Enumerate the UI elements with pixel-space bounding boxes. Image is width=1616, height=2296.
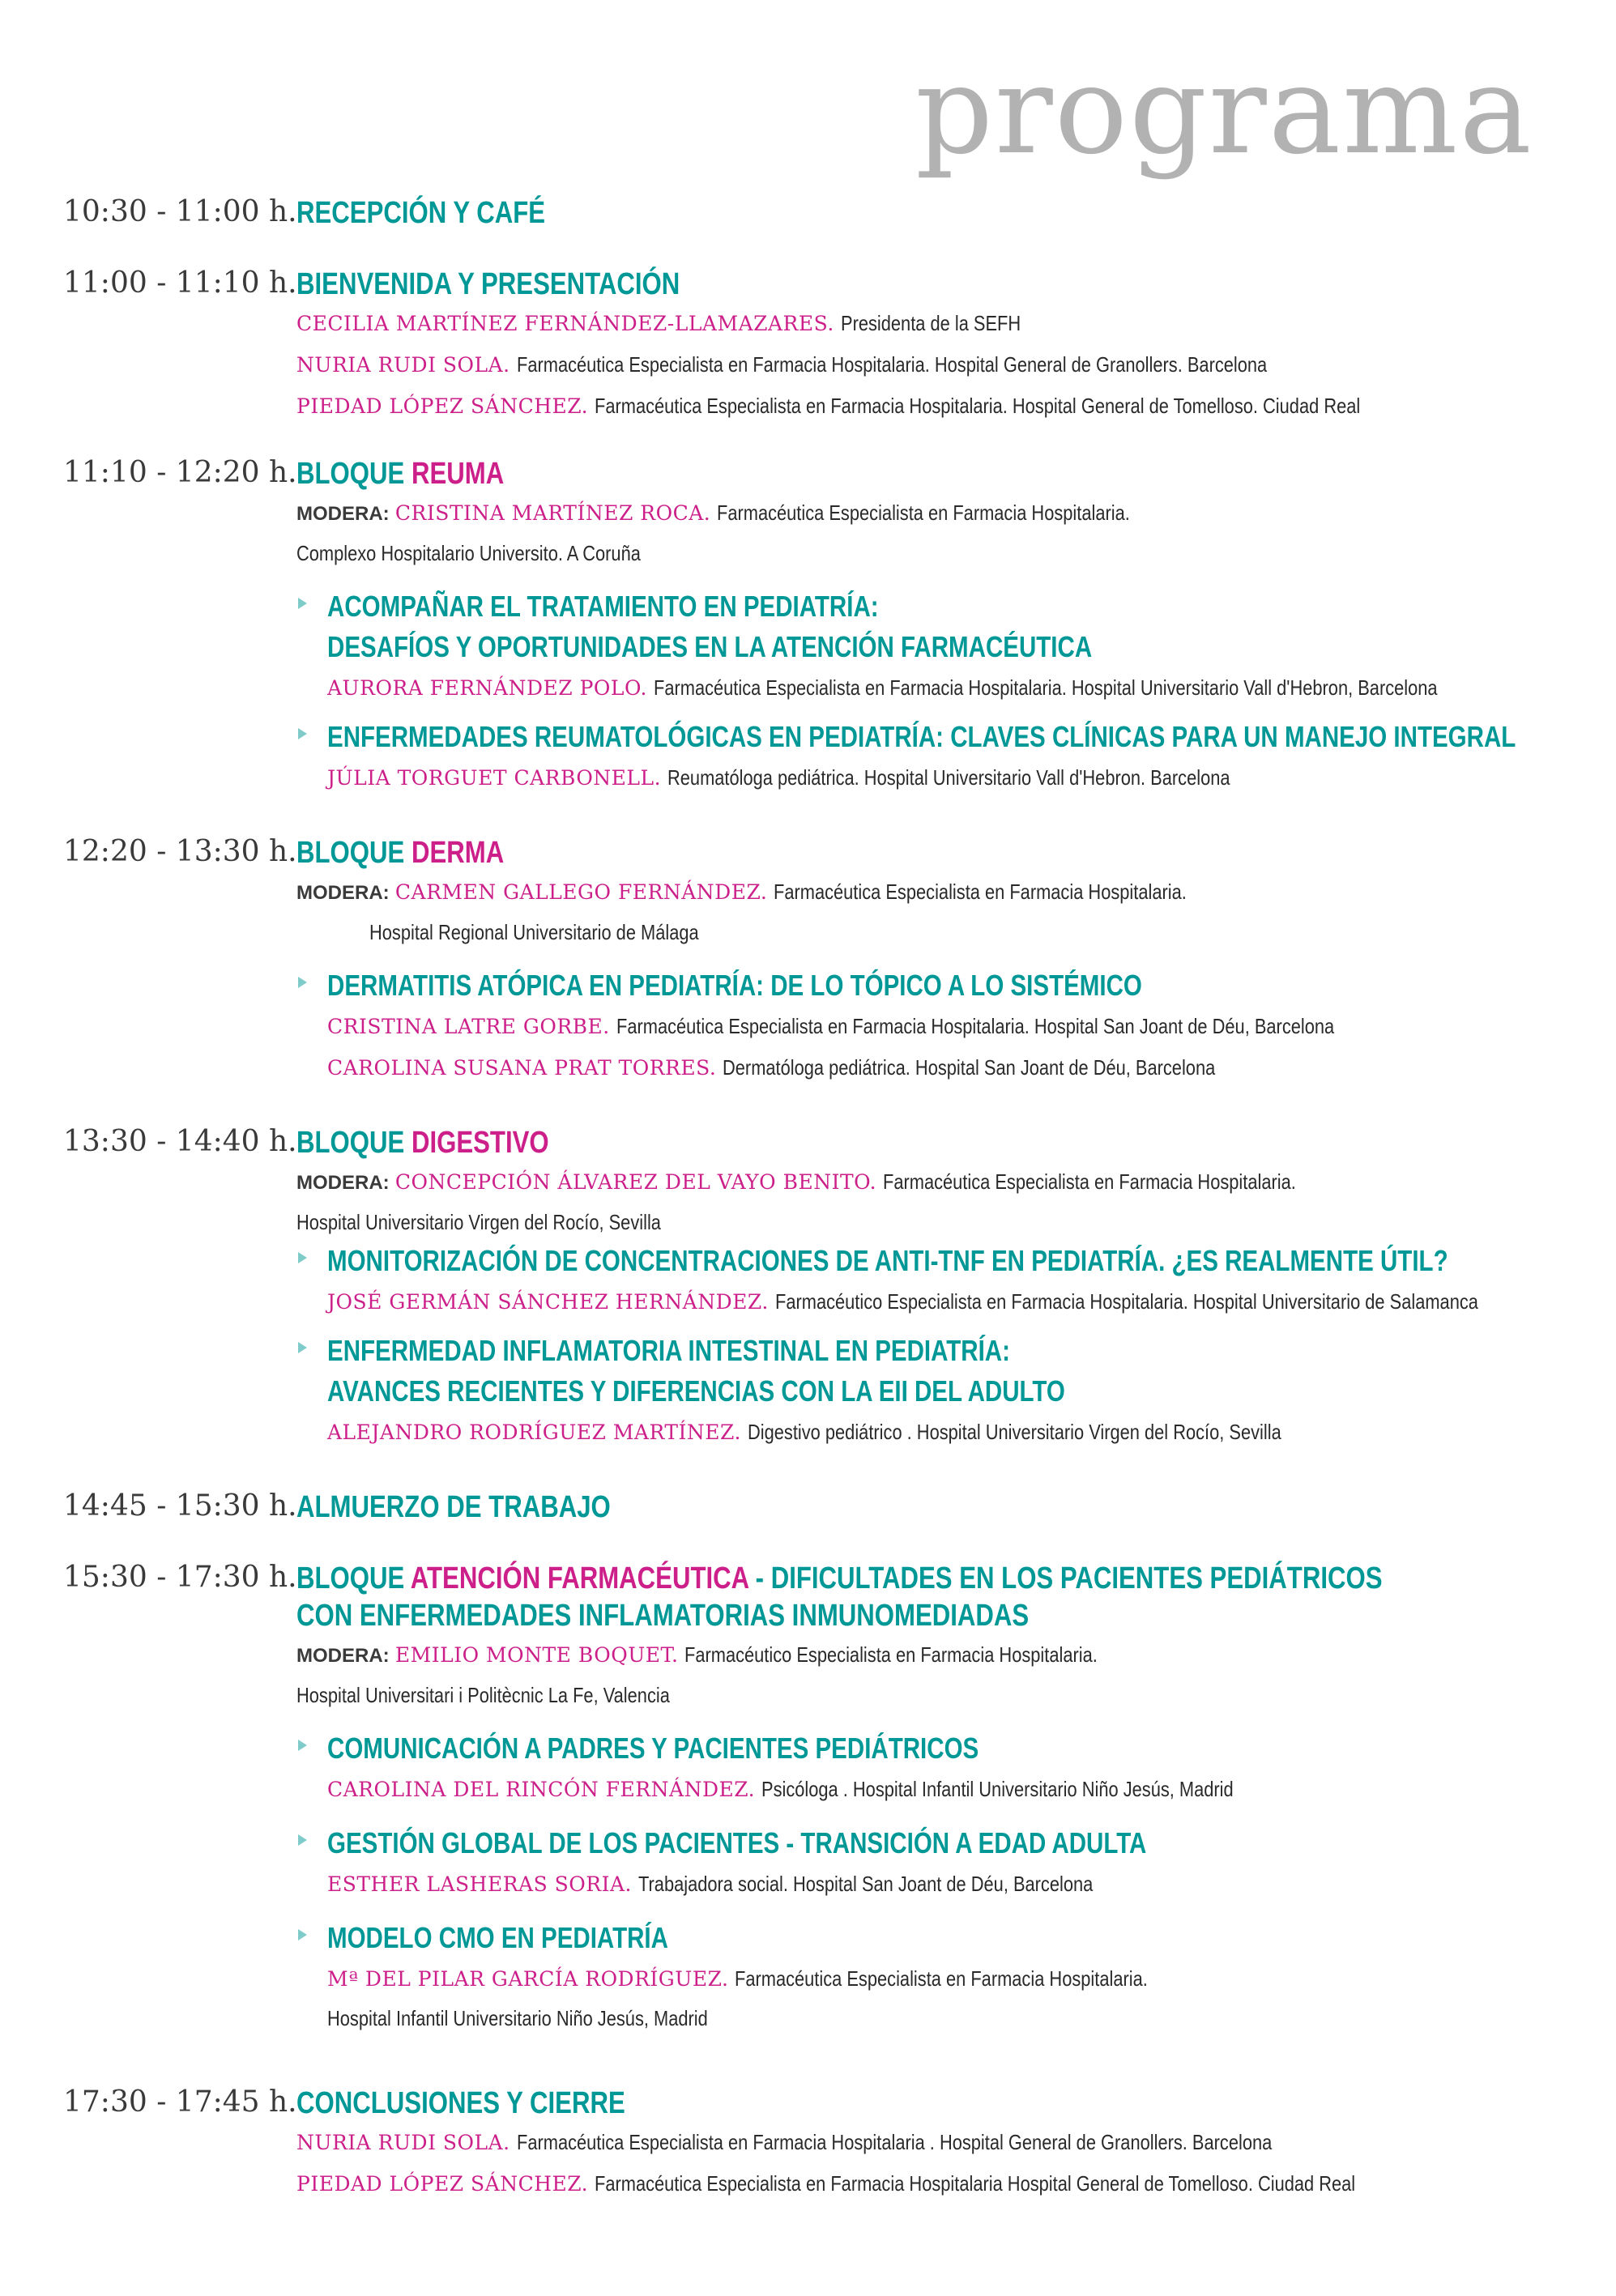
moderator-affiliation-line2: Hospital Universitario Virgen del Rocío, Sevilla — [296, 1210, 661, 1234]
moderator — [296, 871, 1576, 914]
bullet-arrow-icon — [298, 1342, 307, 1353]
speaker-affiliation: Farmacéutica Especialista en Farmacia Hospitalaria. Hospital San Joant de Déu, Barcelona — [616, 1014, 1334, 1038]
talk — [327, 965, 1576, 1088]
speaker-name: Mª DEL PILAR GARCÍA RODRÍGUEZ. — [327, 1967, 729, 1991]
speaker-name: AURORA FERNÁNDEZ POLO. — [327, 676, 647, 700]
speaker-name: CRISTINA LATRE GORBE. — [327, 1015, 610, 1038]
moderator-name: CRISTINA MARTÍNEZ ROCA. — [394, 501, 711, 525]
moderator-affiliation: Farmacéutica Especialista en Farmacia Hospitalaria. — [774, 880, 1187, 904]
talk-title: MODELO CMO EN PEDIATRÍA — [327, 1921, 668, 1954]
talk-title-line2: DESAFÍOS Y OPORTUNIDADES EN LA ATENCIÓN FARMACÉUTICA — [327, 630, 1093, 663]
moderator-affiliation-line2: Hospital Universitari i Politècnic La Fe, Valencia — [296, 1683, 670, 1707]
heading-prefix: BLOQUE — [296, 836, 405, 870]
speaker — [296, 2163, 1576, 2204]
moderator-name: EMILIO MONTE BOQUET. — [394, 1643, 679, 1667]
moderator-name: CONCEPCIÓN ÁLVAREZ DEL VAYO BENITO. — [394, 1170, 877, 1194]
session-heading: ALMUERZO DE TRABAJO — [296, 1490, 611, 1524]
speaker — [327, 1047, 1576, 1088]
speaker-name: ALEJANDRO RODRÍGUEZ MARTÍNEZ. — [327, 1421, 741, 1444]
speaker — [296, 344, 1576, 386]
bullet-arrow-icon — [298, 977, 307, 988]
session-time: 12:20 - 13:30 h. — [63, 835, 297, 868]
speaker — [327, 1006, 1576, 1047]
moderator-label: MODERA: — [296, 503, 390, 525]
speaker-affiliation: Trabajadora social. Hospital San Joant de Déu, Barcelona — [637, 1872, 1094, 1896]
bullet-arrow-icon — [298, 1740, 307, 1751]
moderator-affiliation-line2: Hospital Regional Universitario de Málaga — [369, 920, 699, 944]
talk — [327, 1728, 1576, 1810]
talk-title-line2: AVANCES RECIENTES Y DIFERENCIAS CON LA EII DEL ADULTO — [327, 1374, 1065, 1408]
moderator-affiliation: Farmacéutica Especialista en Farmacia Hospitalaria. — [717, 501, 1131, 525]
talk — [327, 717, 1576, 799]
moderator-label: MODERA: — [296, 1645, 390, 1667]
session-heading — [296, 1124, 1346, 1161]
moderator — [296, 492, 1576, 535]
speaker — [327, 1958, 1576, 2000]
heading-topic: DIGESTIVO — [411, 1126, 549, 1160]
speaker-name: CAROLINA SUSANA PRAT TORRES. — [327, 1056, 717, 1080]
speaker-affiliation: Dermatóloga pediátrica. Hospital San Joant de Déu, Barcelona — [723, 1055, 1216, 1080]
heading-prefix: BLOQUE — [296, 457, 405, 491]
speaker — [327, 1412, 1576, 1453]
talk-title: ACOMPAÑAR EL TRATAMIENTO EN PEDIATRÍA: — [327, 590, 879, 623]
speaker — [327, 1769, 1576, 1810]
moderator — [296, 1161, 1576, 1203]
moderator-label: MODERA: — [296, 882, 390, 904]
bullet-arrow-icon — [298, 598, 307, 609]
speaker-name: ESTHER LASHERAS SORIA. — [327, 1872, 632, 1896]
session-heading — [296, 455, 1346, 492]
speaker-name: PIEDAD LÓPEZ SÁNCHEZ. — [296, 2172, 589, 2196]
heading-prefix: BLOQUE — [296, 1126, 405, 1160]
talk-title: GESTIÓN GLOBAL DE LOS PACIENTES - TRANSICIÓN A EDAD ADULTA — [327, 1826, 1147, 1859]
speaker — [327, 757, 1576, 799]
speaker — [296, 386, 1576, 427]
talk — [327, 1331, 1576, 1453]
speaker-affiliation: Farmacéutico Especialista en Farmacia Hospitalaria. Hospital Universitario de Salamanca — [774, 1289, 1478, 1314]
speaker — [296, 2122, 1576, 2163]
speaker — [327, 1281, 1576, 1323]
session-time: 11:00 - 11:10 h. — [63, 266, 297, 300]
moderator-affiliation: Farmacéutica Especialista en Farmacia Hospitalaria. — [883, 1169, 1296, 1194]
speaker-name: CAROLINA DEL RINCÓN FERNÁNDEZ. — [327, 1778, 756, 1801]
speaker — [296, 303, 1576, 344]
bullet-arrow-icon — [298, 728, 307, 739]
session-heading — [296, 834, 1346, 871]
session-time: 13:30 - 14:40 h. — [63, 1125, 297, 1158]
moderator-label: MODERA: — [296, 1172, 390, 1194]
talk — [327, 1823, 1576, 1905]
moderator-name: CARMEN GALLEGO FERNÁNDEZ. — [394, 880, 768, 904]
speaker-affiliation-line2: Hospital Infantil Universitario Niño Jesús, Madrid — [327, 2006, 708, 2030]
talk-title: COMUNICACIÓN A PADRES Y PACIENTES PEDIÁTRICOS — [327, 1732, 979, 1765]
heading-topic: ATENCIÓN FARMACÉUTICA — [410, 1561, 748, 1595]
speaker-name: JOSÉ GERMÁN SÁNCHEZ HERNÁNDEZ. — [327, 1290, 769, 1314]
talk — [327, 586, 1576, 709]
session-time: 11:10 - 12:20 h. — [63, 456, 297, 489]
talk-title: DERMATITIS ATÓPICA EN PEDIATRÍA: DE LO TÓPICO A LO SISTÉMICO — [327, 969, 1142, 1002]
session-time: 10:30 - 11:00 h. — [63, 195, 297, 228]
session-heading: RECEPCIÓN Y CAFÉ — [296, 196, 546, 230]
moderator-affiliation-line2: Complexo Hospitalario Universito. A Coruña — [296, 541, 641, 565]
talk — [327, 1918, 1576, 2037]
speaker-affiliation: Reumatóloga pediátrica. Hospital Universitario Vall d'Hebron. Barcelona — [667, 765, 1230, 790]
heading-topic: REUMA — [411, 457, 505, 491]
bullet-arrow-icon — [298, 1834, 307, 1846]
heading-suffix: - DIFICULTADES EN LOS PACIENTES PEDIÁTRICOS — [755, 1561, 1383, 1595]
speaker-affiliation: Psicóloga . Hospital Infantil Universitario Niño Jesús, Madrid — [761, 1777, 1234, 1801]
speaker-affiliation: Farmacéutica Especialista en Farmacia Hospitalaria. Hospital Universitario Vall d'Hebron, Barcelona — [654, 675, 1438, 700]
session-heading: BIENVENIDA Y PRESENTACIÓN — [296, 267, 680, 301]
session-heading: CONCLUSIONES Y CIERRE — [296, 2086, 625, 2120]
bullet-arrow-icon — [298, 1252, 307, 1263]
talk-title: MONITORIZACIÓN DE CONCENTRACIONES DE ANTI-TNF EN PEDIATRÍA. ¿ES REALMENTE ÚTIL? — [327, 1244, 1448, 1277]
heading-prefix: BLOQUE — [296, 1561, 405, 1595]
speaker-name: NURIA RUDI SOLA. — [296, 2131, 510, 2154]
speaker-name: NURIA RUDI SOLA. — [296, 353, 510, 377]
session-time: 17:30 - 17:45 h. — [63, 2085, 297, 2119]
talk-title: ENFERMEDAD INFLAMATORIA INTESTINAL EN PEDIATRÍA: — [327, 1334, 1010, 1367]
session-heading-line2: CON ENFERMEDADES INFLAMATORIAS INMUNOMEDIADAS — [296, 1599, 1030, 1633]
page-title: programa — [915, 40, 1533, 181]
moderator — [296, 1634, 1576, 1676]
bullet-arrow-icon — [298, 1929, 307, 1940]
speaker — [327, 1864, 1576, 1905]
session-time: 15:30 - 17:30 h. — [63, 1561, 297, 1594]
speaker-affiliation: Farmacéutica Especialista en Farmacia Hospitalaria. — [735, 1966, 1149, 1991]
talk-title: ENFERMEDADES REUMATOLÓGICAS EN PEDIATRÍA: CLAVES CLÍNICAS PARA UN MANEJO INTEGRAL — [327, 720, 1516, 753]
speaker — [327, 667, 1576, 709]
session-heading — [296, 1560, 1383, 1597]
speaker-affiliation: Farmacéutica Especialista en Farmacia Hospitalaria Hospital General de Tomelloso. Ciudad Real — [595, 2171, 1356, 2196]
speaker-name: JÚLIA TORGUET CARBONELL. — [327, 766, 662, 790]
speaker-affiliation: Farmacéutica Especialista en Farmacia Hospitalaria. Hospital General de Tomelloso. Ciudad Real — [595, 394, 1361, 418]
speaker-affiliation: Digestivo pediátrico . Hospital Universitario Virgen del Rocío, Sevilla — [747, 1420, 1281, 1444]
speaker-affiliation: Farmacéutica Especialista en Farmacia Hospitalaria . Hospital General de Granollers. Barcelona — [516, 2130, 1272, 2154]
speaker-affiliation: Farmacéutica Especialista en Farmacia Hospitalaria. Hospital General de Granollers. Barcelona — [516, 352, 1267, 377]
speaker-affiliation: Presidenta de la SEFH — [840, 311, 1021, 335]
speaker-name: CECILIA MARTÍNEZ FERNÁNDEZ-LLAMAZARES. — [296, 312, 834, 335]
moderator-affiliation: Farmacéutico Especialista en Farmacia Hospitalaria. — [684, 1642, 1098, 1667]
talk — [327, 1241, 1576, 1323]
session-time: 14:45 - 15:30 h. — [63, 1489, 297, 1523]
heading-topic: DERMA — [411, 836, 505, 870]
speaker-name: PIEDAD LÓPEZ SÁNCHEZ. — [296, 394, 589, 418]
